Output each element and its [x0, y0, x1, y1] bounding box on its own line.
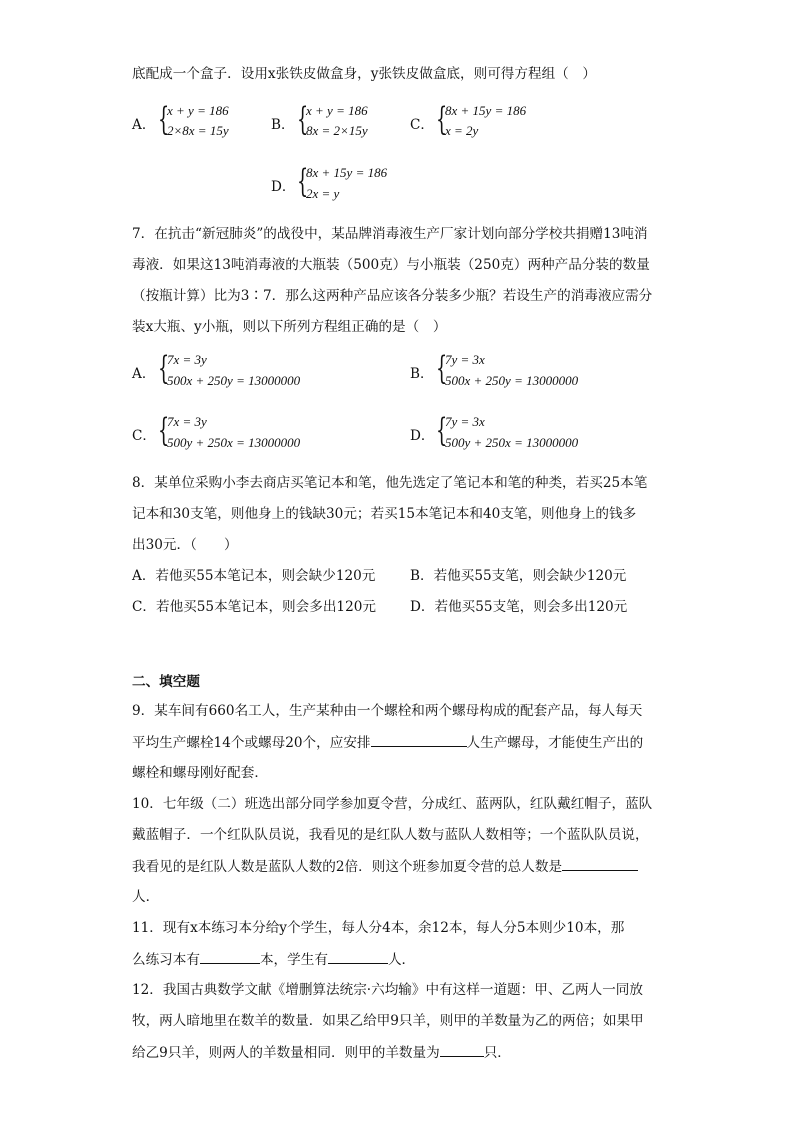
- equation-1: 8x + 15y = 186: [445, 103, 527, 118]
- option-label: C．: [132, 428, 156, 444]
- q11-text-a: 么练习本有: [132, 952, 200, 968]
- brace-icon: {: [297, 162, 309, 200]
- q10-answer-blank[interactable]: [562, 856, 638, 871]
- equation-1: 7x = 3y: [167, 352, 207, 367]
- q12-line-2: 牧，两人暗地里在数羊的数量．如果乙给甲9只羊，则甲的羊数量为乙的两倍；如果甲: [132, 1013, 644, 1029]
- q11-answer-blank-2[interactable]: [328, 949, 388, 964]
- q8-line-3: 出30元．（ ）: [132, 537, 238, 553]
- option-label: D．: [410, 428, 435, 444]
- equation-2: 8x = 2×15y: [306, 123, 368, 138]
- q11-answer-blank-1[interactable]: [200, 949, 260, 964]
- equation-2: 500x + 250y = 13000000: [167, 373, 301, 388]
- q8-line-1: 8．某单位采购小李去商店买笔记本和笔，他先选定了笔记本和笔的种类，若买25本笔: [132, 475, 648, 491]
- equation-1: x + y = 186: [167, 103, 229, 118]
- q12-text-a: 给乙9只羊，则两人的羊数量相同．则甲的羊数量为: [132, 1045, 440, 1061]
- q12-text-b: 只．: [483, 1045, 511, 1061]
- q9-answer-blank[interactable]: [371, 732, 467, 747]
- q8-option-a[interactable]: A．若他买55本笔记本，则会缺少120元: [132, 568, 376, 584]
- equation-2: 500x + 250y = 13000000: [445, 373, 579, 388]
- section-title: 二、填空题: [132, 674, 200, 690]
- brace-icon: {: [158, 349, 170, 387]
- q8-line-2: 记本和30支笔，则他身上的钱缺30元；若买15本笔记本和40支笔，则他身上的钱多: [132, 506, 637, 522]
- q9-line-1: 9．某车间有660名工人，生产某种由一个螺栓和两个螺母构成的配套产品，每人每天: [132, 703, 643, 719]
- q6-stem: 底配成一个盒子．设用x张铁皮做盒身，y张铁皮做盒底，则可得方程组（ ）: [132, 66, 596, 82]
- equation-1: 7x = 3y: [167, 414, 207, 429]
- equation-2: 500y + 250x = 13000000: [167, 435, 301, 450]
- q10-line-1: 10．七年级（二）班选出部分同学参加夏令营，分成红、蓝两队，红队戴红帽子，蓝队: [132, 796, 653, 812]
- option-label: C．: [410, 117, 434, 133]
- q7-line-2: 毒液．如果这13吨消毒液的大瓶装（500克）与小瓶装（250克）两种产品分装的数量: [132, 257, 650, 273]
- q9-text-b: 人生产螺母，才能使生产出的: [466, 735, 644, 751]
- brace-icon: {: [158, 100, 170, 138]
- q7-line-4: 装x大瓶、y小瓶，则以下所列方程组正确的是（ ）: [132, 319, 447, 335]
- q7-line-3: （按瓶计算）比为3∶7．那么这两种产品应该各分装多少瓶？若设生产的消毒液应需分: [132, 288, 653, 304]
- option-label: D．: [271, 179, 296, 195]
- option-label: A．: [132, 117, 156, 133]
- brace-icon: {: [436, 411, 448, 449]
- brace-icon: {: [436, 349, 448, 387]
- q10-text: 我看见的是红队人数是蓝队人数的2倍．则这个班参加夏令营的总人数是: [132, 859, 563, 875]
- equation-2: 2x = y: [306, 186, 340, 201]
- equation-2: 500y + 250x = 13000000: [445, 435, 579, 450]
- q11-line-1: 11．现有x本练习本分给y个学生，每人分4本，余12本，每人分5本则少10本，那: [132, 920, 625, 936]
- q11-line-2: [132, 949, 415, 970]
- equation-1: x + y = 186: [306, 103, 368, 118]
- option-label: A．: [132, 366, 156, 382]
- q12-answer-blank[interactable]: [440, 1042, 484, 1057]
- q8-option-d[interactable]: D．若他买55支笔，则会多出120元: [410, 599, 628, 615]
- q9-line-2: [132, 732, 643, 753]
- q9-line-3: 螺栓和螺母刚好配套．: [132, 765, 268, 781]
- equation-2: x = 2y: [445, 123, 479, 138]
- q10-line-3: [132, 856, 638, 877]
- equation-1: 8x + 15y = 186: [306, 165, 388, 180]
- option-label: B．: [271, 117, 295, 133]
- brace-icon: {: [158, 411, 170, 449]
- q11-text-b: 本，学生有: [259, 952, 328, 968]
- brace-icon: {: [436, 100, 448, 138]
- q10-line-4: 人．: [132, 889, 160, 905]
- q9-text-a: 平均生产螺栓14个或螺母20个，应安排: [132, 735, 371, 751]
- equation-1: 7y = 3x: [445, 414, 485, 429]
- q8-option-c[interactable]: C．若他买55本笔记本，则会多出120元: [132, 599, 376, 615]
- q11-text-c: 人．: [387, 952, 416, 968]
- q10-line-2: 戴蓝帽子．一个红队队员说，我看见的是红队人数与蓝队人数相等；一个蓝队队员说，: [132, 827, 649, 843]
- equation-2: 2×8x = 15y: [167, 123, 229, 138]
- q12-line-1: 12．我国古典数学文献《增删算法统宗·六均输》中有这样一道题：甲、乙两人一同放: [132, 982, 643, 998]
- q12-line-3: [132, 1042, 511, 1063]
- equation-1: 7y = 3x: [445, 352, 485, 367]
- option-label: B．: [410, 366, 434, 382]
- q7-line-1: 7．在抗击“新冠肺炎”的战役中，某品牌消毒液生产厂家计划向部分学校共捐赠13吨消: [132, 226, 648, 242]
- q8-option-b[interactable]: B．若他买55支笔，则会缺少120元: [410, 568, 627, 584]
- brace-icon: {: [297, 100, 309, 138]
